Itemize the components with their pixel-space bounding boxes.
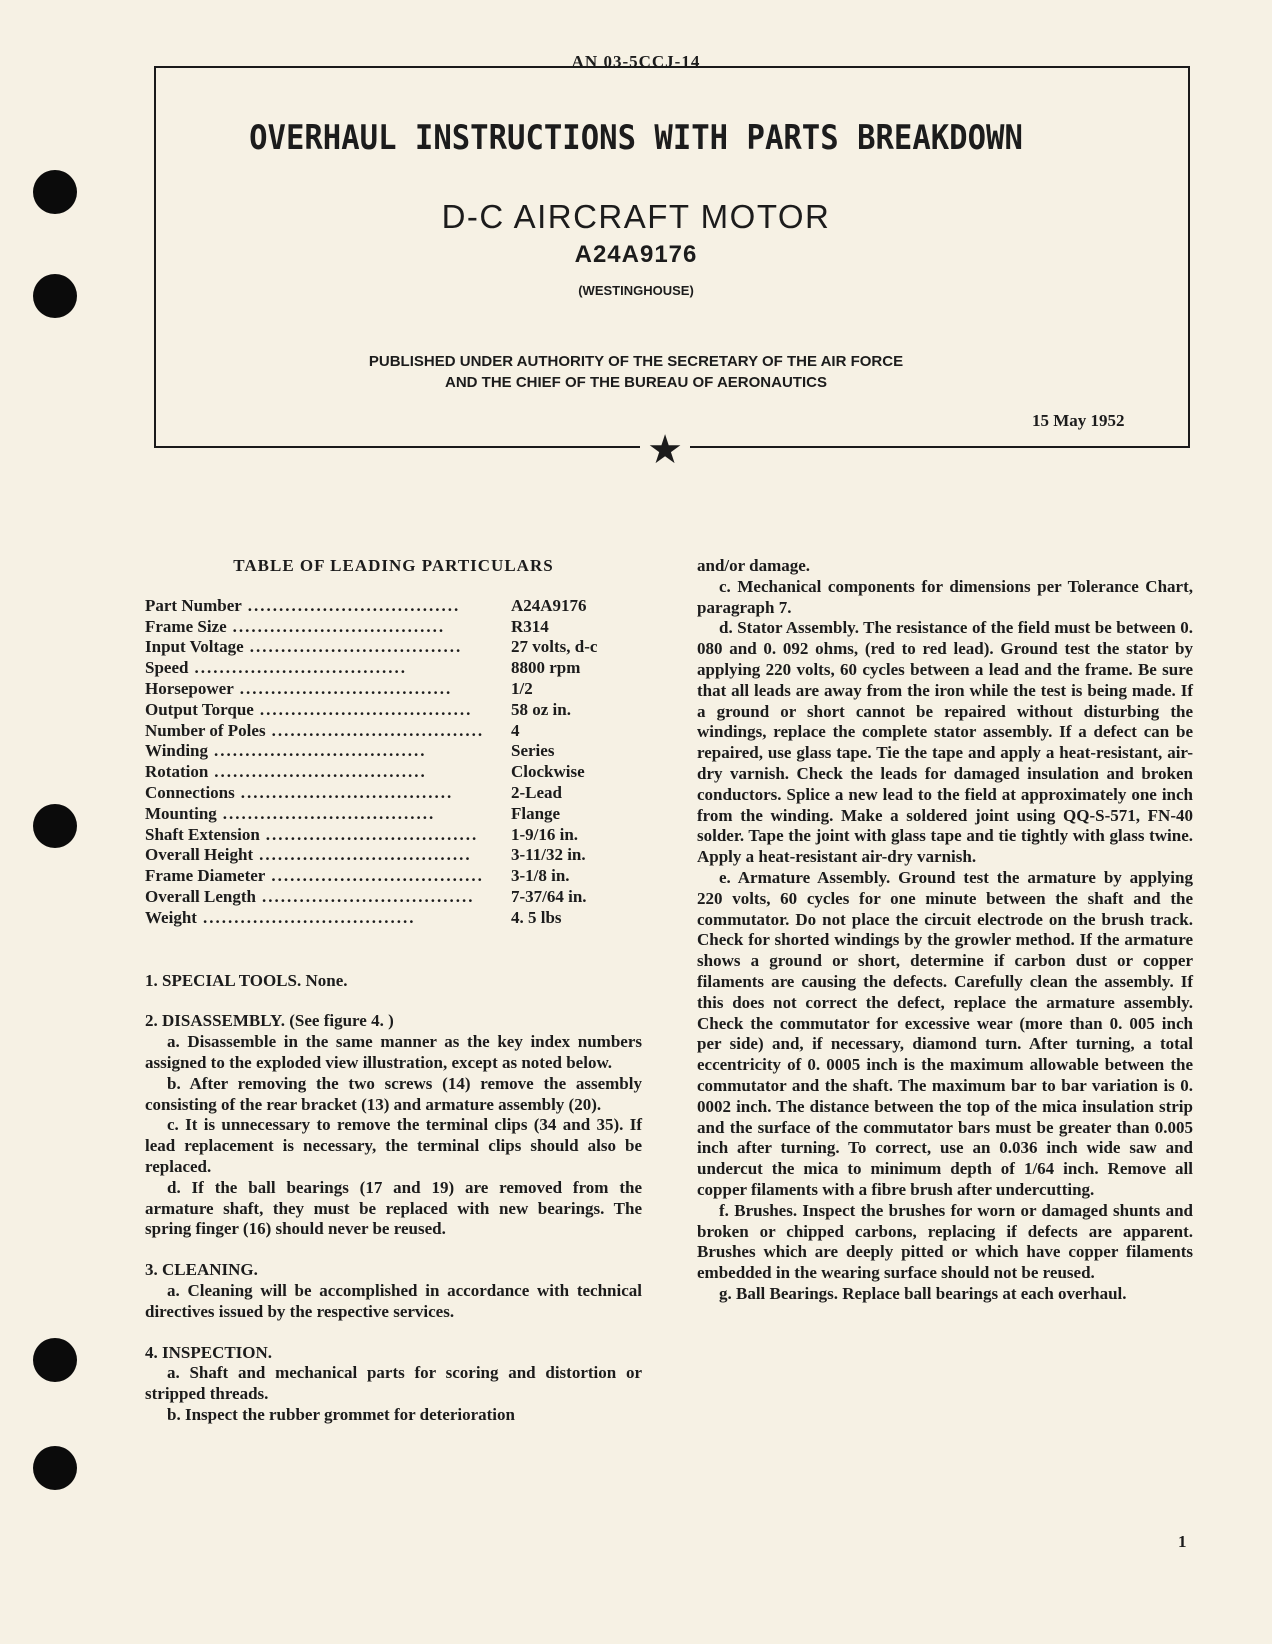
particular-value: 27 volts, d-c: [511, 637, 598, 657]
particular-label: Horsepower: [145, 678, 234, 698]
leader-dots: ..................................: [271, 720, 485, 740]
particulars-row: [145, 679, 642, 700]
particular-value: Series: [511, 741, 555, 761]
disassembly-d: d. If the ball bearings (17 and 19) are removed from the armature shaft, they must be replaced with new bearings. The spring finger (16) should never be reused.: [145, 1177, 642, 1239]
particular-value: 4. 5 lbs: [511, 907, 562, 927]
product-name: D-C AIRCRAFT MOTOR: [441, 198, 831, 235]
leader-dots: ..................................: [194, 658, 407, 678]
leader-dots: ..................................: [232, 616, 446, 636]
particular-label: Weight: [145, 907, 197, 927]
particulars-row: [145, 637, 642, 658]
leader-dots: ..................................: [261, 886, 475, 906]
particular-label-cell: [145, 617, 505, 638]
particular-label: Frame Size: [145, 616, 227, 636]
particular-value: 58 oz in.: [511, 699, 571, 719]
particular-value: 1-9/16 in.: [511, 824, 579, 844]
particular-label-cell: [145, 741, 505, 762]
particulars-row: [145, 887, 642, 908]
leader-dots: ..................................: [259, 845, 472, 865]
cleaning-a: a. Cleaning will be accomplished in accordance with technical directives issued by the respective services.: [145, 1280, 642, 1321]
particular-label: Output Torque: [145, 699, 254, 719]
particulars-row: [145, 741, 642, 762]
inspection-f: f. Brushes. Inspect the brushes for worn or damaged shunts and broken or chipped carbons, replacing if defects are apparent. Brushes which are deeply pitted or which have copper filaments embedded in the wearing surface should not be reused.: [697, 1200, 1193, 1283]
particular-value: 3-11/32 in.: [511, 845, 586, 865]
document-id: AN 03-5CCJ-14: [571, 52, 701, 71]
particulars-row: [145, 825, 642, 846]
particular-label: Connections: [145, 782, 235, 802]
right-column: [697, 556, 1193, 1305]
punch-hole-5: [33, 1446, 77, 1490]
manufacturer: (WESTINGHOUSE): [578, 283, 694, 298]
page-title: OVERHAUL INSTRUCTIONS WITH PARTS BREAKDOWN: [249, 118, 1023, 158]
particular-label-cell: [145, 596, 505, 617]
particulars-row: [145, 866, 642, 887]
particulars-row: [145, 783, 642, 804]
punch-hole-3: [33, 804, 77, 848]
table-title: TABLE OF LEADING PARTICULARS: [233, 556, 554, 575]
particular-value: 3-1/8 in.: [511, 866, 570, 886]
leader-dots: ..................................: [265, 824, 479, 844]
particular-value: A24A9176: [511, 595, 587, 615]
particulars-row: [145, 658, 642, 679]
leader-dots: ..................................: [202, 907, 416, 927]
particular-label: Overall Length: [145, 886, 256, 906]
particular-label-cell: [145, 804, 505, 825]
particular-label: Winding: [145, 741, 209, 761]
section-disassembly-heading: 2. DISASSEMBLY. (See figure 4. ): [145, 1011, 394, 1031]
particular-label-cell: [145, 700, 505, 721]
punch-hole-4: [33, 1338, 77, 1382]
particular-label: Number of Poles: [145, 720, 266, 740]
particulars-row: [145, 617, 642, 638]
particular-value: Flange: [511, 803, 561, 823]
authority-line-1: PUBLISHED UNDER AUTHORITY OF THE SECRETARY OF THE AIR FORCE: [368, 353, 904, 370]
particulars-row: [145, 908, 642, 929]
left-column: [145, 556, 642, 1426]
page-number: 1: [1178, 1532, 1187, 1551]
particular-value: 1/2: [511, 678, 533, 698]
authority-line-2: AND THE CHIEF OF THE BUREAU OF AERONAUTICS: [445, 374, 827, 391]
particular-label-cell: [145, 783, 505, 804]
section-inspection-heading: 4. INSPECTION.: [145, 1342, 273, 1362]
inspection-c: c. Mechanical components for dimensions per Tolerance Chart, paragraph 7.: [697, 576, 1193, 617]
particular-label: Frame Diameter: [145, 866, 266, 886]
particular-value: Clockwise: [511, 762, 585, 782]
model-number: A24A9176: [574, 241, 698, 268]
leader-dots: ..................................: [222, 803, 436, 823]
particular-label-cell: [145, 679, 505, 700]
leader-dots: ..................................: [247, 595, 461, 615]
particulars-table: [145, 596, 642, 929]
particular-label-cell: [145, 845, 505, 866]
section-special-tools: 1. SPECIAL TOOLS. None.: [145, 970, 348, 990]
publication-date: 15 May 1952: [1032, 411, 1125, 430]
particulars-row: [145, 700, 642, 721]
particular-value: R314: [511, 616, 549, 636]
particulars-row: [145, 721, 642, 742]
disassembly-b: b. After removing the two screws (14) remove the assembly consisting of the rear bracket (13) and armature assembly (20).: [145, 1073, 642, 1114]
particular-label-cell: [145, 658, 505, 679]
leader-dots: ..................................: [239, 678, 453, 698]
particular-label-cell: [145, 762, 505, 783]
disassembly-c: c. It is unnecessary to remove the terminal clips (34 and 35). If lead replacement is necessary, the terminal clips should also be replaced.: [145, 1115, 642, 1176]
leader-dots: ..................................: [214, 762, 427, 782]
particular-label-cell: [145, 721, 505, 742]
inspection-e: e. Armature Assembly. Ground test the armature by applying 220 volts, 60 cycles for one minute between the shaft and the commutator. Do not place the circuit electrode on the brush track. Check for shorted windings by the growler method. If the armature shows a ground or short, determine if carbon dust or copper filaments are causing the defects. Carefully clean the assembly. If this does not correct the defect, replace the armature assembly. Check the commutator for excessive wear (more than 0. 005 inch per side) and, if necessary, diamond turn. After turning, a total eccentricity of 0. 0005 inch is the maximum allowable between the commutator and the shaft. The maximum bar to bar variation is 0. 0002 inch. The distance between the top of the mica insulation strip and the surface of the commutator bars must be greater than 0.005 inch after turning. To correct, use an 0.036 inch wide saw and undercut the mica to minimum depth of 1/64 inch. Remove all copper filaments with a fibre brush after undercutting.: [697, 867, 1193, 1199]
particular-label-cell: [145, 887, 505, 908]
star-icon: ★: [640, 430, 690, 470]
particulars-row: [145, 845, 642, 866]
particular-label: Speed: [145, 658, 189, 678]
inspection-g: g. Ball Bearings. Replace ball bearings at each overhaul.: [719, 1283, 1127, 1303]
particular-label: Overall Height: [145, 845, 254, 865]
inspection-a: a. Shaft and mechanical parts for scoring and distortion or stripped threads.: [145, 1363, 642, 1404]
particular-value: 8800 rpm: [511, 658, 581, 678]
particular-value: 4: [511, 720, 520, 740]
particulars-row: [145, 762, 642, 783]
particular-value: 2-Lead: [511, 782, 562, 802]
inspection-d: d. Stator Assembly. The resistance of the field must be between 0. 080 and 0. 092 ohms, (red to red lead). Ground test the stator by applying 220 volts, 60 cycles between a lead and the frame. Be sure that all leads are away from the iron while the test is being made. If a ground or short cannot be repaired without disturbing the windings, replace the complete stator assembly. If a defect can be repaired, use glass tape. Tie the tape and apply a heat-resistant, air-dry varnish. Check the leads for damaged insulation and broken conductors. Splice a new lead to the field at approximately one inch from the winding. Make a soldered joint using QQ-S-571, FN-40 solder. Tape the joint with glass tape and tie tightly with glass twine. Apply a heat-resistant air-dry varnish.: [697, 618, 1193, 867]
particular-label-cell: [145, 866, 505, 887]
section-cleaning-heading: 3. CLEANING.: [145, 1260, 258, 1280]
particular-label-cell: [145, 908, 505, 929]
particular-label: Shaft Extension: [145, 824, 260, 844]
particular-label-cell: [145, 825, 505, 846]
inspection-b-continued: and/or damage.: [697, 556, 811, 575]
particular-label: Part Number: [145, 595, 242, 615]
disassembly-a: a. Disassemble in the same manner as the key index numbers assigned to the exploded view illustration, except as noted below.: [145, 1032, 642, 1072]
particular-label: Input Voltage: [145, 637, 244, 657]
particular-label-cell: [145, 637, 505, 658]
particular-label: Mounting: [145, 803, 217, 823]
particular-label: Rotation: [145, 762, 209, 782]
leader-dots: ..................................: [249, 637, 463, 657]
inspection-b: b. Inspect the rubber grommet for deterioration: [167, 1404, 515, 1424]
leader-dots: ..................................: [271, 866, 484, 886]
leader-dots: ..................................: [214, 741, 427, 761]
particulars-row: [145, 596, 642, 617]
particular-value: 7-37/64 in.: [511, 886, 587, 906]
particulars-row: [145, 804, 642, 825]
leader-dots: ..................................: [240, 782, 454, 802]
leader-dots: ..................................: [259, 699, 473, 719]
